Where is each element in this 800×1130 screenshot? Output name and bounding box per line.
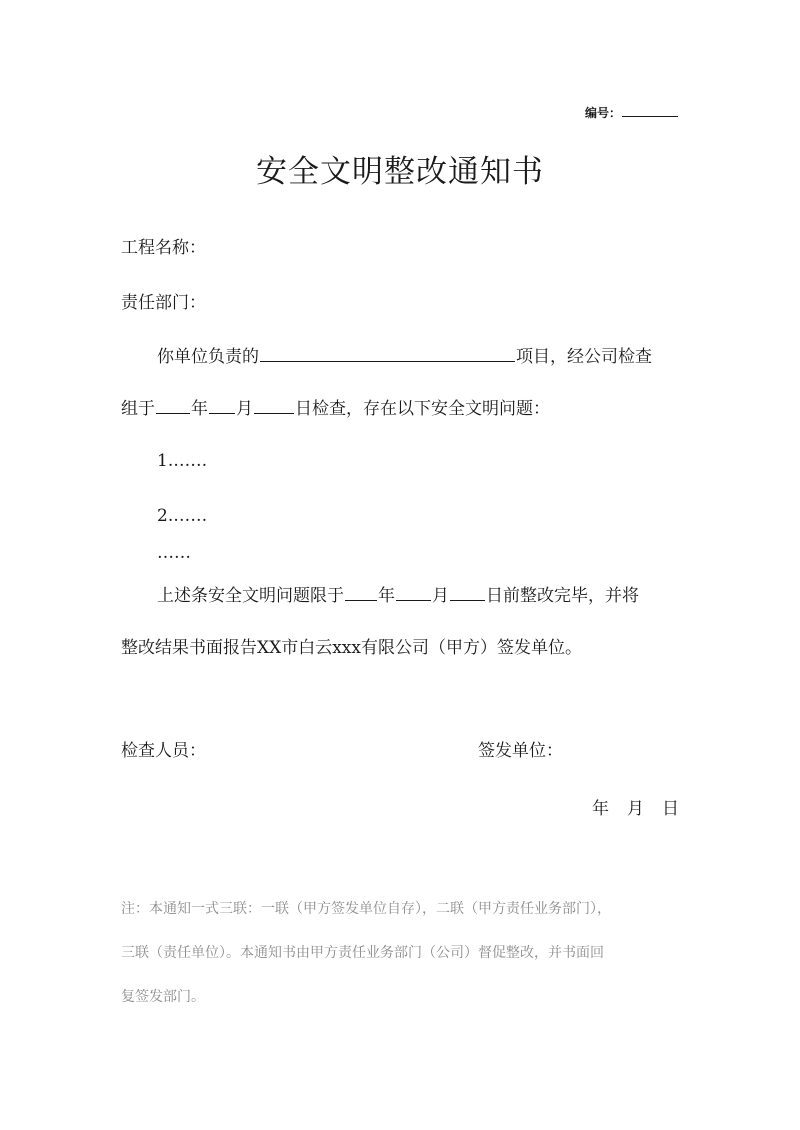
date-month: 月 [627, 799, 644, 819]
project-blank[interactable] [260, 346, 515, 362]
note-line-1: 注：本通知一式三联：一联（甲方签发单位自存），二联（甲方责任业务部门）， [121, 901, 611, 917]
deadline-year-blank[interactable] [345, 585, 377, 601]
note-line-2: 三联（责任单位）。本通知书由甲方责任业务部门（公司）督促整改，并书面回 [121, 945, 604, 961]
date-year: 年 [592, 799, 609, 819]
check-month-blank[interactable] [209, 398, 235, 414]
serial-number [585, 104, 679, 121]
issue-item-more: …… [157, 543, 191, 563]
check-day-blank[interactable] [254, 398, 294, 414]
department-label: 责任部门： [121, 293, 206, 313]
paragraph-1-line-2: 组于 年 月 日检查，存在以下安全文明问题： [121, 399, 550, 419]
check-year-blank[interactable] [156, 398, 190, 414]
serial-blank[interactable] [622, 105, 678, 117]
date-day: 日 [662, 799, 679, 819]
inspector-label: 检查人员： [121, 741, 206, 761]
deadline-day-blank[interactable] [450, 585, 485, 601]
project-name-label: 工程名称： [121, 238, 206, 258]
issuer-label: 签发单位： [478, 741, 563, 761]
page-title: 安全文明整改通知书 [256, 154, 544, 190]
serial-label: 编号： [584, 106, 621, 120]
issue-item-2: 2.…… [157, 506, 208, 526]
paragraph-2-line-1: 上述条安全文明问题限于 年 月 日前整改完毕，并将 [157, 586, 639, 606]
paragraph-2-line-2: 整改结果书面报告XX市白云xxx有限公司（甲方）签发单位。 [121, 638, 582, 658]
note-line-3: 复签发部门。 [121, 989, 205, 1005]
signature-date [592, 794, 679, 819]
issue-item-1: 1.…… [157, 451, 208, 471]
deadline-month-blank[interactable] [396, 585, 431, 601]
paragraph-1-line-1: 你单位负责的 项目，经公司检查 [157, 347, 652, 367]
